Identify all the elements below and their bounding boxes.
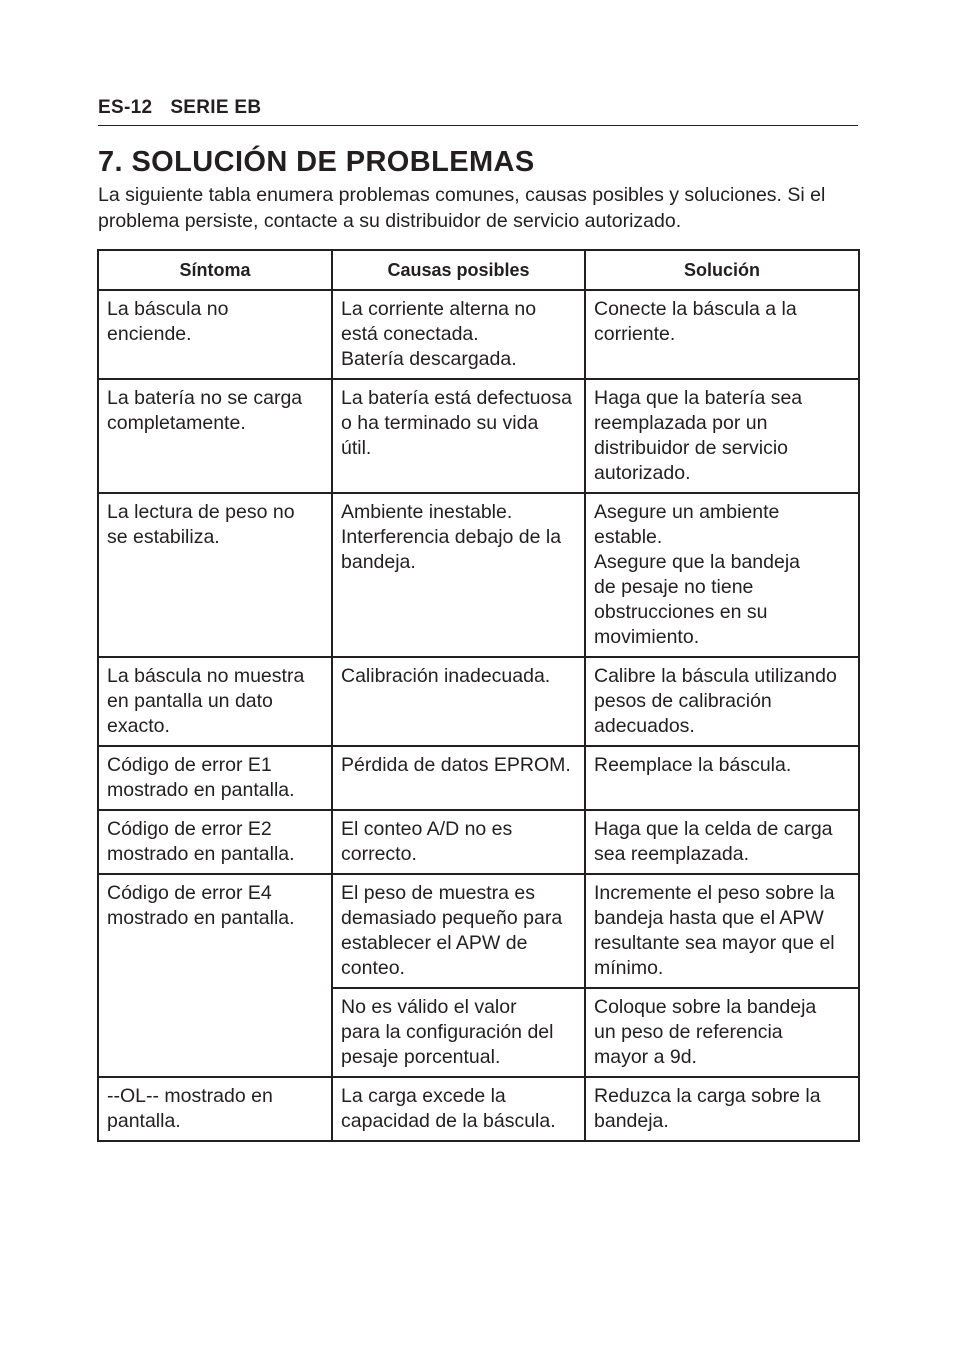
- symptom-cell: La báscula no enciende.: [98, 290, 332, 379]
- solution-cell: Haga que la celda de carga sea reemplazada.: [585, 810, 859, 874]
- symptom-cell: La batería no se carga completamente.: [98, 379, 332, 493]
- column-header-solution: Solución: [585, 250, 859, 290]
- table-row: [98, 810, 859, 874]
- table-header-row: [98, 250, 859, 290]
- table-row: [98, 493, 859, 657]
- table-row: [98, 1077, 859, 1141]
- solution-cell: Reemplace la báscula.: [585, 746, 859, 810]
- table-row: [98, 290, 859, 379]
- page-number: ES-12: [98, 97, 153, 118]
- symptom-cell: La lectura de peso no se estabiliza.: [98, 493, 332, 657]
- troubleshooting-table: [97, 249, 860, 1142]
- symptom-cell: Código de error E2 mostrado en pantalla.: [98, 810, 332, 874]
- cause-cell: La corriente alterna no está conectada. Batería descargada.: [332, 290, 585, 379]
- column-header-symptom: Síntoma: [98, 250, 332, 290]
- symptom-cell: --OL-- mostrado en pantalla.: [98, 1077, 332, 1141]
- cause-cell: No es válido el valor para la configuración del pesaje porcentual.: [332, 988, 585, 1077]
- header-rule: [98, 125, 858, 126]
- cause-cell: Pérdida de datos EPROM.: [332, 746, 585, 810]
- cause-cell: La batería está defectuosa o ha terminado su vida útil.: [332, 379, 585, 493]
- cause-cell: El conteo A/D no es correcto.: [332, 810, 585, 874]
- symptom-cell: Código de error E1 mostrado en pantalla.: [98, 746, 332, 810]
- symptom-cell: La báscula no muestra en pantalla un dato exacto.: [98, 657, 332, 746]
- series-name: SERIE EB: [170, 97, 262, 118]
- solution-cell: Reduzca la carga sobre la bandeja.: [585, 1077, 859, 1141]
- symptom-cell: Código de error E4 mostrado en pantalla.: [98, 874, 332, 1077]
- solution-cell: Coloque sobre la bandeja un peso de referencia mayor a 9d.: [585, 988, 859, 1077]
- solution-cell: Calibre la báscula utilizando pesos de calibración adecuados.: [585, 657, 859, 746]
- intro-paragraph: La siguiente tabla enumera problemas comunes, causas posibles y soluciones. Si el problema persiste, contacte a su distribuidor de servicio autorizado.: [98, 184, 826, 232]
- column-header-cause: Causas posibles: [332, 250, 585, 290]
- cause-cell: La carga excede la capacidad de la báscula.: [332, 1077, 585, 1141]
- table-row: [98, 657, 859, 746]
- table-row: [98, 874, 859, 988]
- solution-cell: Asegure un ambiente estable. Asegure que la bandeja de pesaje no tiene obstrucciones en su movimiento.: [585, 493, 859, 657]
- section-title: 7. SOLUCIÓN DE PROBLEMAS: [98, 146, 535, 178]
- solution-cell: Conecte la báscula a la corriente.: [585, 290, 859, 379]
- table-row: [98, 379, 859, 493]
- solution-cell: Incremente el peso sobre la bandeja hasta que el APW resultante sea mayor que el mínimo.: [585, 874, 859, 988]
- cause-cell: El peso de muestra es demasiado pequeño para establecer el APW de conteo.: [332, 874, 585, 988]
- cause-cell: Calibración inadecuada.: [332, 657, 585, 746]
- cause-cell: Ambiente inestable. Interferencia debajo de la bandeja.: [332, 493, 585, 657]
- page-header: [98, 97, 261, 119]
- table-row: [98, 746, 859, 810]
- solution-cell: Haga que la batería sea reemplazada por un distribuidor de servicio autorizado.: [585, 379, 859, 493]
